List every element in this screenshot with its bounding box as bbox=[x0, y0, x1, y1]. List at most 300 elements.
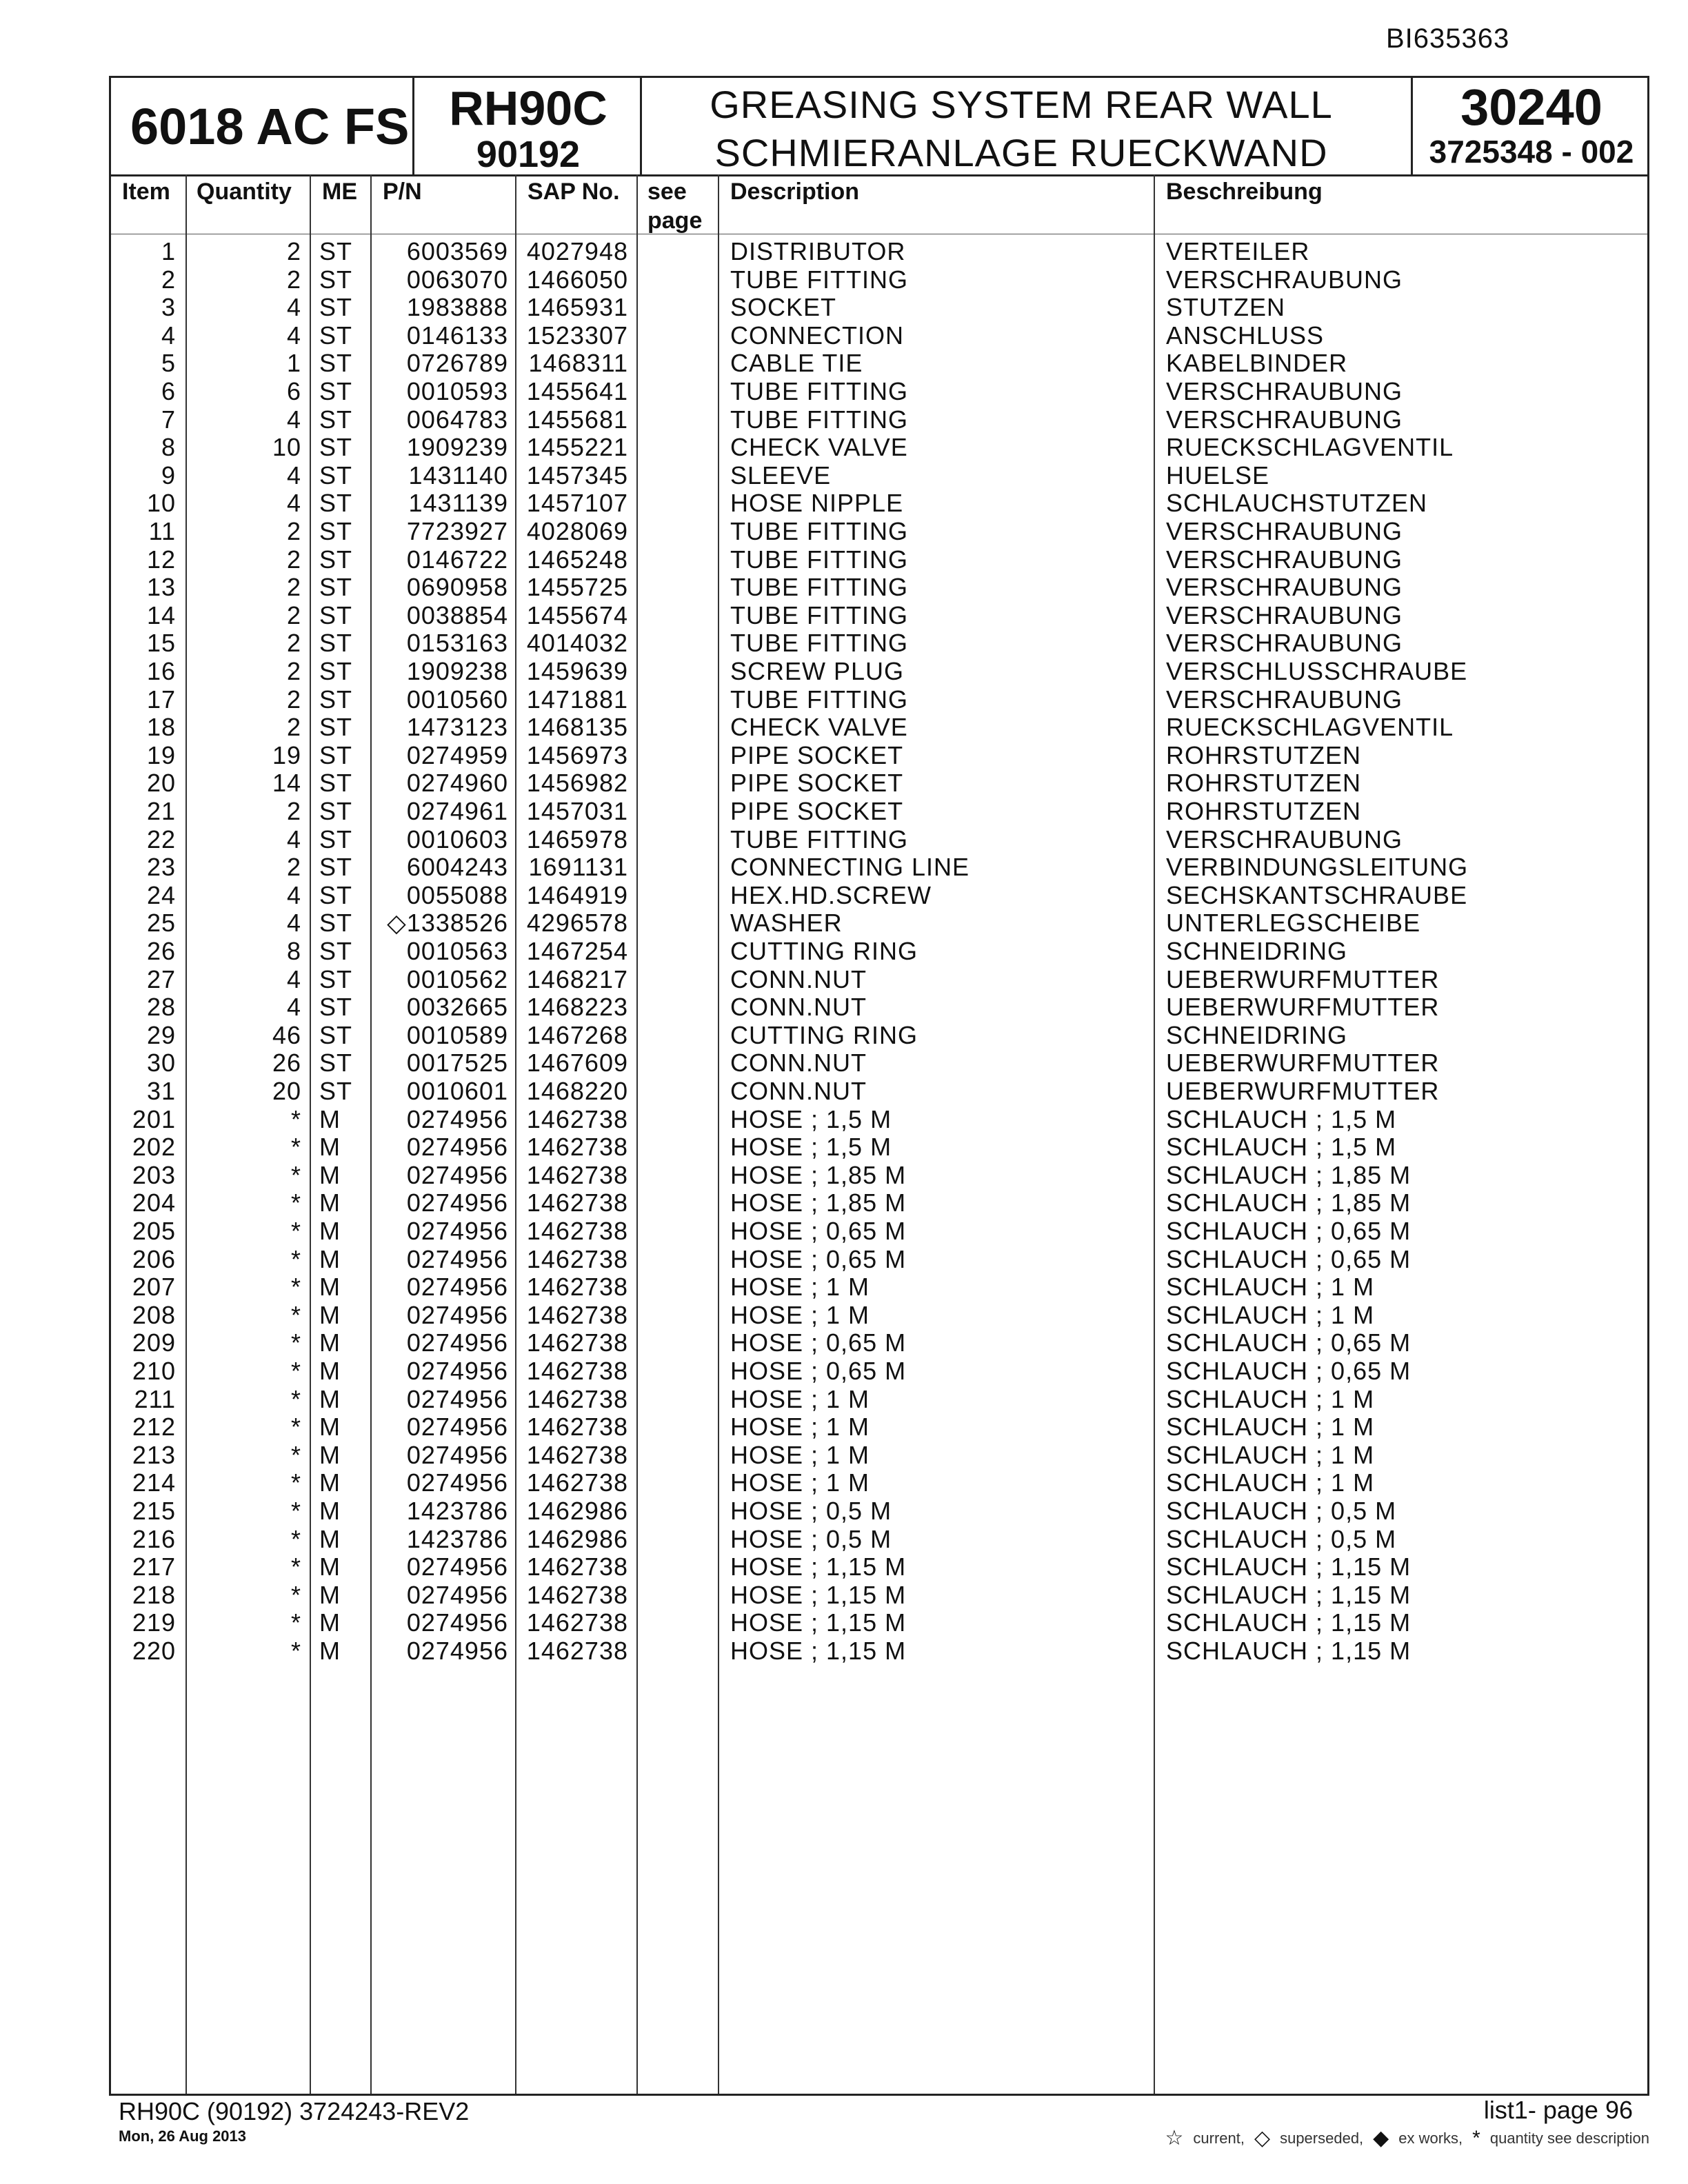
beschreibung-cell: ANSCHLUSS bbox=[1166, 321, 1325, 350]
table-row bbox=[111, 1302, 1647, 1329]
sap-cell: 1691131 bbox=[528, 853, 628, 882]
quantity-cell: 20 bbox=[272, 1077, 301, 1105]
table-row bbox=[111, 1078, 1647, 1105]
quantity-cell: 1 bbox=[286, 349, 301, 378]
me-cell: ST bbox=[319, 573, 353, 602]
description-cell: WASHER bbox=[730, 909, 843, 938]
beschreibung-cell: SCHLAUCH ; 0,5 M bbox=[1166, 1497, 1397, 1525]
me-cell: ST bbox=[319, 265, 353, 294]
item-cell: 20 bbox=[146, 769, 176, 798]
pn-cell: 0274959 bbox=[406, 740, 508, 769]
beschreibung-cell: SCHLAUCH ; 1,15 M bbox=[1166, 1608, 1411, 1637]
sap-cell: 1468223 bbox=[526, 993, 628, 1022]
item-cell: 210 bbox=[132, 1357, 176, 1385]
quantity-cell: * bbox=[290, 1217, 301, 1245]
item-cell: 6 bbox=[161, 377, 176, 405]
quantity-cell: 4 bbox=[286, 489, 301, 518]
description-cell: HOSE ; 1,15 M bbox=[730, 1553, 907, 1581]
table-row bbox=[111, 966, 1647, 993]
me-cell: M bbox=[319, 1104, 341, 1133]
item-cell: 211 bbox=[134, 1384, 176, 1413]
diamond-filled-icon: ◆ bbox=[1373, 2127, 1389, 2150]
beschreibung-cell: SCHLAUCH ; 0,5 M bbox=[1166, 1524, 1397, 1553]
beschreibung-cell: SCHLAUCH ; 1 M bbox=[1166, 1440, 1375, 1469]
sap-cell: 1468217 bbox=[526, 964, 628, 993]
me-cell: ST bbox=[319, 685, 353, 714]
col-me-header: ME bbox=[322, 179, 357, 205]
item-cell: 21 bbox=[146, 797, 176, 825]
quantity-cell: * bbox=[290, 1357, 301, 1385]
table-row bbox=[111, 742, 1647, 769]
description-cell: TUBE FITTING bbox=[730, 545, 908, 574]
machine-number: 90192 bbox=[476, 134, 581, 175]
description-cell: SCREW PLUG bbox=[730, 657, 905, 685]
quantity-cell: 10 bbox=[272, 433, 301, 462]
quantity-cell: * bbox=[290, 1608, 301, 1637]
table-row bbox=[111, 350, 1647, 377]
description-cell: PIPE SOCKET bbox=[730, 769, 904, 798]
quantity-cell: 4 bbox=[286, 880, 301, 909]
pn-cell: 1909238 bbox=[406, 657, 508, 685]
description-cell: HOSE ; 1,15 M bbox=[730, 1608, 907, 1637]
beschreibung-cell: VERSCHRAUBUNG bbox=[1166, 825, 1403, 853]
quantity-cell: * bbox=[290, 1524, 301, 1553]
table-row bbox=[111, 798, 1647, 825]
description-cell: CUTTING RING bbox=[730, 1020, 918, 1049]
machine-label: RH90C bbox=[449, 81, 607, 135]
beschreibung-cell: SCHLAUCH ; 1 M bbox=[1166, 1413, 1375, 1442]
pn-cell: 0038854 bbox=[406, 600, 508, 629]
sap-cell: 1462738 bbox=[526, 1580, 628, 1609]
pn-cell: 0274956 bbox=[406, 1189, 508, 1217]
sap-cell: 1455221 bbox=[526, 433, 628, 462]
me-cell: ST bbox=[319, 629, 353, 658]
quantity-cell: 2 bbox=[286, 600, 301, 629]
me-cell: M bbox=[319, 1468, 341, 1497]
me-cell: ST bbox=[319, 349, 353, 378]
col-description-header: Description bbox=[730, 179, 860, 205]
table-row bbox=[111, 462, 1647, 489]
beschreibung-cell: UEBERWURFMUTTER bbox=[1166, 964, 1440, 993]
pn-cell: 1473123 bbox=[406, 713, 508, 742]
description-cell: CHECK VALVE bbox=[730, 713, 908, 742]
me-cell: M bbox=[319, 1300, 341, 1329]
quantity-cell: 2 bbox=[286, 853, 301, 882]
pn-cell: 0010603 bbox=[406, 825, 508, 853]
star-icon: ☆ bbox=[1165, 2127, 1184, 2150]
beschreibung-cell: VERTEILER bbox=[1166, 237, 1310, 265]
group-number: 30240 bbox=[1460, 79, 1602, 136]
table-row bbox=[111, 1217, 1647, 1245]
table-row bbox=[111, 602, 1647, 629]
item-cell: 16 bbox=[146, 657, 176, 685]
beschreibung-cell: SECHSKANTSCHRAUBE bbox=[1166, 880, 1468, 909]
sap-cell: 1462738 bbox=[526, 1637, 628, 1665]
description-cell: PIPE SOCKET bbox=[730, 797, 904, 825]
quantity-cell: 2 bbox=[286, 657, 301, 685]
pn-cell: 0274956 bbox=[406, 1580, 508, 1609]
legend-label: quantity see description bbox=[1489, 2129, 1649, 2147]
quantity-cell: 4 bbox=[286, 909, 301, 938]
me-cell: ST bbox=[319, 937, 353, 965]
pn-cell: 0010593 bbox=[406, 377, 508, 405]
beschreibung-cell: SCHNEIDRING bbox=[1166, 937, 1348, 965]
item-cell: 24 bbox=[146, 880, 176, 909]
beschreibung-cell: SCHLAUCH ; 1,85 M bbox=[1166, 1189, 1411, 1217]
table-row bbox=[111, 1581, 1647, 1609]
item-cell: 4 bbox=[161, 321, 176, 350]
title-english: GREASING SYSTEM REAR WALL bbox=[710, 83, 1333, 126]
quantity-cell: 46 bbox=[272, 1020, 301, 1049]
table-row bbox=[111, 1442, 1647, 1469]
pn-cell: 1423786 bbox=[406, 1524, 508, 1553]
quantity-cell: 2 bbox=[286, 545, 301, 574]
pn-cell: 0274960 bbox=[406, 769, 508, 798]
beschreibung-cell: VERSCHRAUBUNG bbox=[1166, 517, 1403, 545]
sap-cell: 1456982 bbox=[526, 769, 628, 798]
quantity-cell: * bbox=[290, 1413, 301, 1442]
quantity-cell: * bbox=[290, 1580, 301, 1609]
sap-cell: 1457107 bbox=[526, 489, 628, 518]
diamond-outline-icon: ◇ bbox=[1254, 2127, 1271, 2150]
item-cell: 207 bbox=[132, 1273, 176, 1302]
beschreibung-cell: UEBERWURFMUTTER bbox=[1166, 993, 1440, 1022]
description-cell: CONN.NUT bbox=[730, 964, 867, 993]
sap-cell: 1462738 bbox=[526, 1189, 628, 1217]
table-row bbox=[111, 1413, 1647, 1441]
item-cell: 209 bbox=[132, 1328, 176, 1357]
table-row bbox=[111, 518, 1647, 545]
quantity-cell: 6 bbox=[286, 377, 301, 405]
beschreibung-cell: SCHLAUCH ; 1 M bbox=[1166, 1300, 1375, 1329]
table-row bbox=[111, 1526, 1647, 1553]
quantity-cell: 8 bbox=[286, 937, 301, 965]
table-row bbox=[111, 1357, 1647, 1385]
sap-cell: 1471881 bbox=[526, 685, 628, 714]
description-cell: HOSE ; 0,65 M bbox=[730, 1328, 907, 1357]
table-row bbox=[111, 434, 1647, 461]
sap-cell: 1523307 bbox=[526, 321, 628, 350]
beschreibung-cell: VERSCHRAUBUNG bbox=[1166, 377, 1403, 405]
me-cell: ST bbox=[319, 237, 353, 265]
item-cell: 205 bbox=[132, 1217, 176, 1245]
item-cell: 8 bbox=[161, 433, 176, 462]
description-cell: CONN.NUT bbox=[730, 1049, 867, 1078]
item-cell: 1 bbox=[161, 237, 176, 265]
me-cell: M bbox=[319, 1244, 341, 1273]
sap-cell: 1468220 bbox=[526, 1077, 628, 1105]
beschreibung-cell: SCHLAUCH ; 1 M bbox=[1166, 1273, 1375, 1302]
table-row bbox=[111, 658, 1647, 685]
quantity-cell: 4 bbox=[286, 293, 301, 322]
me-cell: M bbox=[319, 1189, 341, 1217]
sap-cell: 1462738 bbox=[526, 1553, 628, 1581]
table-row bbox=[111, 1637, 1647, 1665]
beschreibung-cell: SCHLAUCH ; 1 M bbox=[1166, 1468, 1375, 1497]
sap-cell: 1466050 bbox=[526, 265, 628, 294]
pn-cell: 1431140 bbox=[408, 461, 508, 489]
pn-cell: 0274956 bbox=[406, 1357, 508, 1385]
sap-cell: 1464919 bbox=[526, 880, 628, 909]
description-cell: HOSE ; 0,5 M bbox=[730, 1524, 892, 1553]
description-cell: HOSE ; 1 M bbox=[730, 1440, 870, 1469]
pn-cell: 1909239 bbox=[406, 433, 508, 462]
pn-cell: 0017525 bbox=[406, 1049, 508, 1078]
item-cell: 218 bbox=[132, 1580, 176, 1609]
me-cell: ST bbox=[319, 880, 353, 909]
item-cell: 215 bbox=[132, 1497, 176, 1525]
pn-cell: 0726789 bbox=[406, 349, 508, 378]
description-cell: HOSE ; 1,15 M bbox=[730, 1637, 907, 1665]
description-cell: SLEEVE bbox=[730, 461, 832, 489]
item-cell: 31 bbox=[146, 1077, 176, 1105]
item-cell: 25 bbox=[146, 909, 176, 938]
me-cell: M bbox=[319, 1273, 341, 1302]
pn-cell: 0010563 bbox=[406, 937, 508, 965]
table-row bbox=[111, 769, 1647, 797]
pn-cell: 0063070 bbox=[406, 265, 508, 294]
item-cell: 22 bbox=[146, 825, 176, 853]
sap-cell: 1462738 bbox=[526, 1468, 628, 1497]
sap-cell: 1467254 bbox=[526, 937, 628, 965]
table-row bbox=[111, 406, 1647, 434]
me-cell: ST bbox=[319, 433, 353, 462]
beschreibung-cell: VERSCHRAUBUNG bbox=[1166, 405, 1403, 434]
table-row bbox=[111, 322, 1647, 350]
item-cell: 15 bbox=[146, 629, 176, 658]
quantity-cell: * bbox=[290, 1440, 301, 1469]
beschreibung-cell: VERSCHLUSSCHRAUBE bbox=[1166, 657, 1468, 685]
description-cell: CONN.NUT bbox=[730, 993, 867, 1022]
quantity-cell: * bbox=[290, 1244, 301, 1273]
me-cell: M bbox=[319, 1553, 341, 1581]
item-cell: 12 bbox=[146, 545, 176, 574]
table-row bbox=[111, 1469, 1647, 1497]
legend-label: current, bbox=[1193, 2129, 1245, 2147]
pn-cell: 0274956 bbox=[406, 1553, 508, 1581]
me-cell: ST bbox=[319, 377, 353, 405]
pn-cell: 0274956 bbox=[406, 1300, 508, 1329]
item-cell: 13 bbox=[146, 573, 176, 602]
item-cell: 219 bbox=[132, 1608, 176, 1637]
pn-cell: 0274956 bbox=[406, 1440, 508, 1469]
item-cell: 5 bbox=[161, 349, 176, 378]
sap-cell: 4014032 bbox=[526, 629, 628, 658]
pn-cell: 0274956 bbox=[406, 1273, 508, 1302]
pn-cell: 0274956 bbox=[406, 1244, 508, 1273]
pn-cell: 0274956 bbox=[406, 1328, 508, 1357]
beschreibung-cell: UEBERWURFMUTTER bbox=[1166, 1077, 1440, 1105]
description-cell: CABLE TIE bbox=[730, 349, 863, 378]
beschreibung-cell: SCHLAUCH ; 1,5 M bbox=[1166, 1133, 1397, 1162]
item-cell: 10 bbox=[146, 489, 176, 518]
beschreibung-cell: VERSCHRAUBUNG bbox=[1166, 600, 1403, 629]
item-cell: 208 bbox=[132, 1300, 176, 1329]
table-row bbox=[111, 1106, 1647, 1133]
description-cell: CHECK VALVE bbox=[730, 433, 908, 462]
description-cell: PIPE SOCKET bbox=[730, 740, 904, 769]
item-cell: 220 bbox=[132, 1637, 176, 1665]
model-block bbox=[111, 78, 414, 174]
sap-cell: 1462738 bbox=[526, 1440, 628, 1469]
description-cell: HOSE ; 1 M bbox=[730, 1468, 870, 1497]
beschreibung-cell: SCHLAUCH ; 1,5 M bbox=[1166, 1104, 1397, 1133]
me-cell: ST bbox=[319, 600, 353, 629]
sap-cell: 1455681 bbox=[526, 405, 628, 434]
pn-cell: 1423786 bbox=[406, 1497, 508, 1525]
item-cell: 18 bbox=[146, 713, 176, 742]
description-cell: HOSE ; 1,15 M bbox=[730, 1580, 907, 1609]
me-cell: ST bbox=[319, 797, 353, 825]
beschreibung-cell: SCHLAUCH ; 1,85 M bbox=[1166, 1160, 1411, 1189]
beschreibung-cell: VERSCHRAUBUNG bbox=[1166, 265, 1403, 294]
sap-cell: 1468311 bbox=[528, 349, 628, 378]
table-row bbox=[111, 629, 1647, 657]
sap-cell: 1462986 bbox=[526, 1524, 628, 1553]
pn-cell: 0010562 bbox=[406, 964, 508, 993]
beschreibung-cell: ROHRSTUTZEN bbox=[1166, 797, 1361, 825]
sap-cell: 1456973 bbox=[526, 740, 628, 769]
me-cell: M bbox=[319, 1217, 341, 1245]
col-page-header: page bbox=[647, 208, 703, 234]
item-cell: 212 bbox=[132, 1413, 176, 1442]
beschreibung-cell: VERBINDUNGSLEITUNG bbox=[1166, 853, 1469, 882]
description-cell: CUTTING RING bbox=[730, 937, 918, 965]
beschreibung-cell: RUECKSCHLAGVENTIL bbox=[1166, 713, 1454, 742]
sap-cell: 1462986 bbox=[526, 1497, 628, 1525]
table-row bbox=[111, 1553, 1647, 1581]
col-see-header: see bbox=[647, 179, 687, 205]
item-cell: 203 bbox=[132, 1160, 176, 1189]
table-row bbox=[111, 1329, 1647, 1357]
pn-cell: 0032665 bbox=[406, 993, 508, 1022]
item-cell: 202 bbox=[132, 1133, 176, 1162]
asterisk-icon: * bbox=[1472, 2126, 1480, 2150]
pn-cell: 0690958 bbox=[406, 573, 508, 602]
quantity-cell: 2 bbox=[286, 517, 301, 545]
item-cell: 7 bbox=[161, 405, 176, 434]
me-cell: M bbox=[319, 1608, 341, 1637]
sap-cell: 1462738 bbox=[526, 1608, 628, 1637]
beschreibung-cell: ROHRSTUTZEN bbox=[1166, 769, 1361, 798]
pn-cell: 6004243 bbox=[406, 853, 508, 882]
col-pn-header: P/N bbox=[383, 179, 422, 205]
sap-cell: 4296578 bbox=[526, 909, 628, 938]
me-cell: ST bbox=[319, 909, 353, 938]
sap-cell: 1467609 bbox=[526, 1049, 628, 1078]
beschreibung-cell: SCHLAUCH ; 0,65 M bbox=[1166, 1217, 1411, 1245]
me-cell: ST bbox=[319, 405, 353, 434]
me-cell: ST bbox=[319, 825, 353, 853]
description-cell: HOSE ; 1,5 M bbox=[730, 1133, 892, 1162]
table-row bbox=[111, 1386, 1647, 1413]
pn-cell: 0146722 bbox=[406, 545, 508, 574]
table-row bbox=[111, 882, 1647, 909]
sap-cell: 1462738 bbox=[526, 1413, 628, 1442]
pn-cell: ◇1338526 bbox=[387, 909, 508, 938]
header-divider bbox=[111, 174, 1647, 176]
quantity-cell: * bbox=[290, 1468, 301, 1497]
sap-cell: 1467268 bbox=[526, 1020, 628, 1049]
me-cell: ST bbox=[319, 657, 353, 685]
description-cell: TUBE FITTING bbox=[730, 600, 908, 629]
col-item-header: Item bbox=[122, 179, 170, 205]
col-sap-header: SAP No. bbox=[528, 179, 620, 205]
beschreibung-cell: KABELBINDER bbox=[1166, 349, 1348, 378]
me-cell: ST bbox=[319, 853, 353, 882]
beschreibung-cell: SCHLAUCH ; 0,65 M bbox=[1166, 1328, 1411, 1357]
sap-cell: 1462738 bbox=[526, 1384, 628, 1413]
pn-cell: 0274956 bbox=[406, 1133, 508, 1162]
item-cell: 3 bbox=[161, 293, 176, 322]
item-cell: 30 bbox=[146, 1049, 176, 1078]
sap-cell: 4028069 bbox=[526, 517, 628, 545]
pn-cell: 0010589 bbox=[406, 1020, 508, 1049]
description-cell: CONNECTION bbox=[730, 321, 904, 350]
table-row bbox=[111, 686, 1647, 714]
drawing-number: 3725348 - 002 bbox=[1429, 134, 1634, 170]
item-cell: 214 bbox=[132, 1468, 176, 1497]
description-cell: TUBE FITTING bbox=[730, 377, 908, 405]
beschreibung-cell: VERSCHRAUBUNG bbox=[1166, 545, 1403, 574]
beschreibung-cell: SCHLAUCHSTUTZEN bbox=[1166, 489, 1428, 518]
description-cell: TUBE FITTING bbox=[730, 825, 908, 853]
me-cell: ST bbox=[319, 1020, 353, 1049]
quantity-cell: 4 bbox=[286, 825, 301, 853]
description-cell: TUBE FITTING bbox=[730, 265, 908, 294]
item-cell: 19 bbox=[146, 740, 176, 769]
beschreibung-cell: SCHLAUCH ; 1,15 M bbox=[1166, 1553, 1411, 1581]
title-block bbox=[642, 78, 1413, 174]
sap-cell: 1457031 bbox=[526, 797, 628, 825]
table-row bbox=[111, 1022, 1647, 1049]
pn-cell: 0274956 bbox=[406, 1608, 508, 1637]
table-row bbox=[111, 1162, 1647, 1189]
item-cell: 206 bbox=[132, 1244, 176, 1273]
quantity-cell: 19 bbox=[272, 740, 301, 769]
beschreibung-cell: SCHLAUCH ; 1 M bbox=[1166, 1384, 1375, 1413]
quantity-cell: 2 bbox=[286, 573, 301, 602]
pn-cell: 0274956 bbox=[406, 1160, 508, 1189]
quantity-cell: 2 bbox=[286, 685, 301, 714]
quantity-cell: * bbox=[290, 1497, 301, 1525]
table-row bbox=[111, 826, 1647, 853]
beschreibung-cell: RUECKSCHLAGVENTIL bbox=[1166, 433, 1454, 462]
pn-cell: 0010560 bbox=[406, 685, 508, 714]
item-cell: 26 bbox=[146, 937, 176, 965]
me-cell: ST bbox=[319, 713, 353, 742]
pn-cell: 6003569 bbox=[406, 237, 508, 265]
quantity-cell: * bbox=[290, 1384, 301, 1413]
me-cell: M bbox=[319, 1497, 341, 1525]
parts-list-frame bbox=[109, 76, 1649, 2096]
description-cell: TUBE FITTING bbox=[730, 685, 908, 714]
me-cell: ST bbox=[319, 769, 353, 798]
sap-cell: 1462738 bbox=[526, 1160, 628, 1189]
me-cell: M bbox=[319, 1580, 341, 1609]
description-cell: HOSE ; 1 M bbox=[730, 1273, 870, 1302]
beschreibung-cell: SCHLAUCH ; 1,15 M bbox=[1166, 1580, 1411, 1609]
item-cell: 217 bbox=[132, 1553, 176, 1581]
quantity-cell: 4 bbox=[286, 964, 301, 993]
description-cell: TUBE FITTING bbox=[730, 629, 908, 658]
me-cell: M bbox=[319, 1413, 341, 1442]
sap-cell: 1462738 bbox=[526, 1300, 628, 1329]
description-cell: TUBE FITTING bbox=[730, 573, 908, 602]
quantity-cell: 2 bbox=[286, 797, 301, 825]
item-cell: 23 bbox=[146, 853, 176, 882]
table-row bbox=[111, 993, 1647, 1021]
